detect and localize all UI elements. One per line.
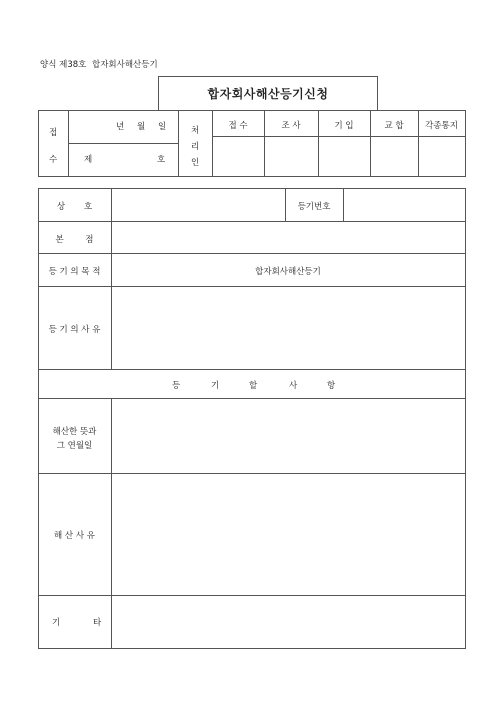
dissolution-label-line2: 그 연월일 <box>56 441 93 451</box>
processor-label-2: 리 <box>191 142 200 152</box>
cause-label: 등 기 의 사 유 <box>48 325 101 335</box>
purpose-value: 합자회사해산등기 <box>255 267 321 277</box>
items-header-2: 기 <box>211 381 220 391</box>
receipt-je-label: 제 <box>84 155 93 165</box>
col-jeopsu: 접 수 <box>228 121 248 131</box>
dissolution-reason-label: 해 산 사 유 <box>54 531 95 541</box>
processor-label-3: 인 <box>191 158 200 168</box>
date-day-label: 일 <box>158 122 167 132</box>
form-name: 합자회사해산등기 <box>92 60 158 70</box>
items-header-5: 항 <box>327 381 336 391</box>
document-title: 합자회사해산등기신청 <box>207 87 329 101</box>
purpose-label: 등 기 의 목 적 <box>48 267 101 277</box>
items-header-1: 등 <box>172 381 181 391</box>
col-notice: 각종통지 <box>425 121 458 131</box>
form-number: 양식 제38호 <box>40 60 87 70</box>
col-josa: 조 사 <box>281 121 301 131</box>
dissolution-label-line1: 해산한 뜻과 <box>52 427 97 437</box>
other-label-1: 기 <box>52 618 61 628</box>
date-month-label: 월 <box>137 122 146 132</box>
receipt-su-label: 수 <box>49 155 58 165</box>
processor-label-1: 처 <box>191 126 200 136</box>
receipt-jeop-label: 접 <box>49 128 58 138</box>
registration-number-label: 등기번호 <box>297 202 331 212</box>
receipt-ho-label: 호 <box>157 155 166 165</box>
trade-name-label: 상 호 <box>56 202 93 212</box>
items-header-3: 할 <box>249 381 258 391</box>
other-label-2: 타 <box>93 618 102 628</box>
head-office-label: 본 점 <box>55 235 94 245</box>
date-year-label: 년 <box>116 122 125 132</box>
col-gyohap: 교 합 <box>384 121 404 131</box>
col-giip: 기 입 <box>334 121 354 131</box>
items-header-4: 사 <box>289 381 298 391</box>
